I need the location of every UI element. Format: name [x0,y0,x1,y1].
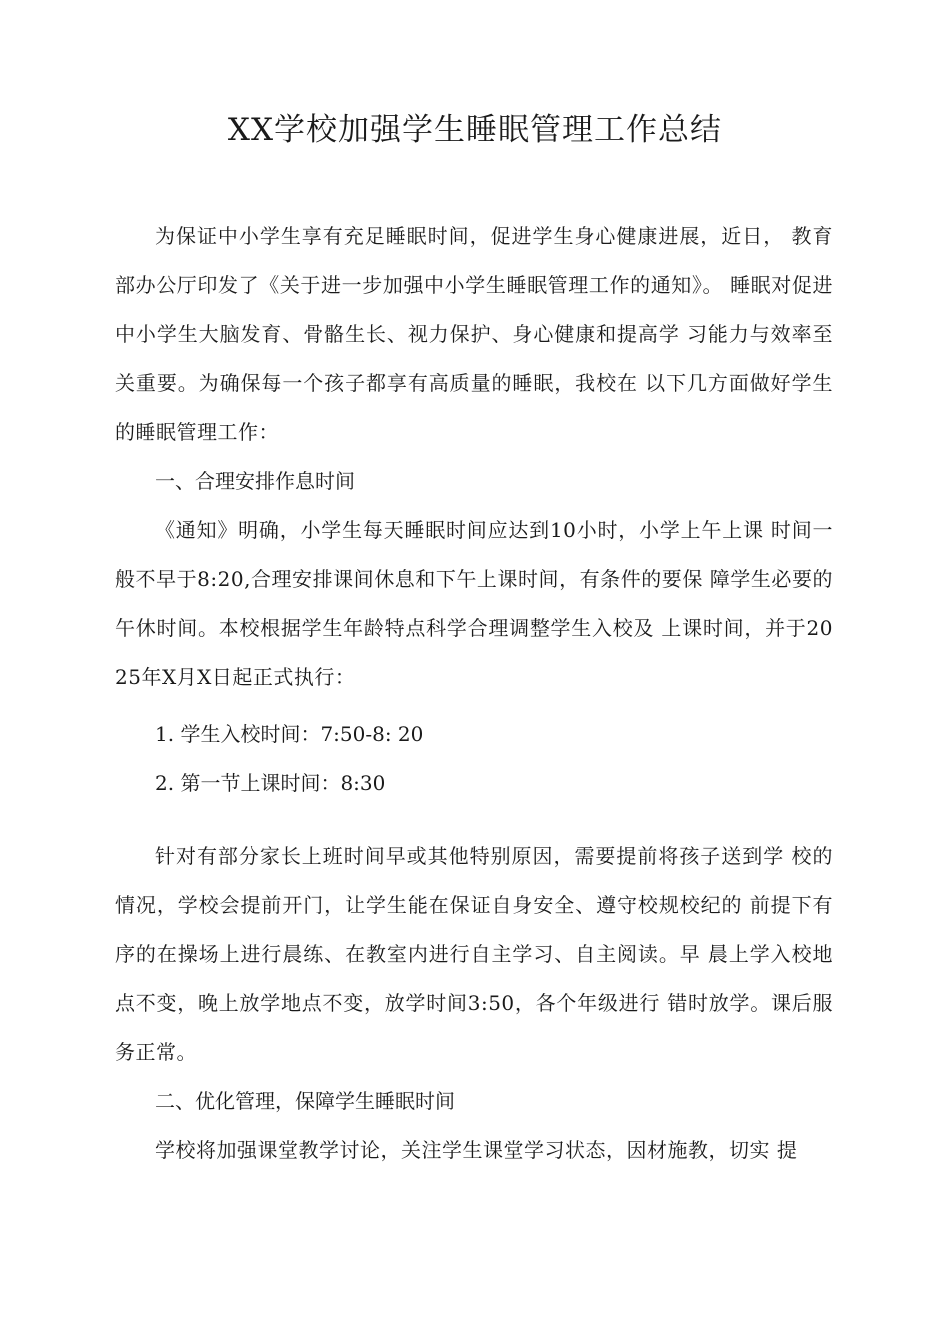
document-title: XX学校加强学生睡眠管理工作总结 [227,112,723,148]
list-item: 2. 第一节上课时间：8:30 [155,771,386,795]
schedule-list [115,710,833,808]
spacer [115,702,833,710]
section-1-followup-paragraph: 针对有部分家长上班时间早或其他特别原因，需要提前将孩子送到学 校的情况，学校会提前开门，让学生能在保证自身安全、遵守校规校纪的 前提下有序的在操场上进行晨练、在教室内进行自主学习、自主阅读。早 晨上学入校地点不变，晚上放学地点不变，放学时间3:50，各个年级进行 错时放学。课后服务正常。 [115,844,833,1064]
document-body [115,212,833,1175]
section-heading-2: 二、优化管理，保障学生睡眠时间 [155,1089,455,1113]
intro-paragraph: 为保证中小学生享有充足睡眠时间，促进学生身心健康进展，近日， 教育部办公厅印发了《关于进一步加强中小学生睡眠管理工作的通知》。 睡眠对促进中小学生大脑发育、骨骼生长、视力保护、身心健康和提高学 习能力与效率至关重要。为确保每一个孩子都享有高质量的睡眠，我校在 以下几方面做好学生的睡眠管理工作： [115,224,833,444]
section-2-paragraph: 学校将加强课堂教学讨论，关注学生课堂学习状态，因材施教，切实 提 [155,1138,798,1162]
section-1-paragraph: 《通知》明确，小学生每天睡眠时间应达到10小时，小学上午上课 时间一般不早于8:20,合理安排课间休息和下午上课时间，有条件的要保 障学生必要的午休时间。本校根据学生年龄特点科学合理调整学生入校及 上课时间，并于2025年X月X日起正式执行： [115,518,833,689]
list-item: 1. 学生入校时间：7:50-8: 20 [155,722,424,746]
section-heading-1: 一、合理安排作息时间 [155,469,355,493]
spacer [115,808,833,832]
